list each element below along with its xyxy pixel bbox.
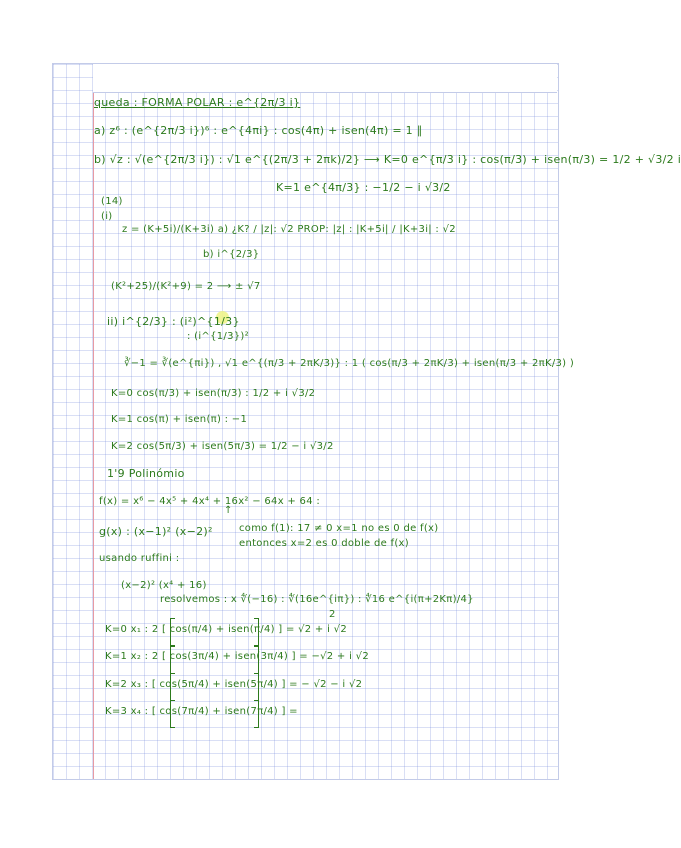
line-factorization: (x−2)² (x⁴ + 16) xyxy=(121,580,207,591)
line-cube-root: ∛−1 = ∛(e^{πi}) , √1 e^{(π/3 + 2πK/3)} : 1 ( cos(π/3 + 2πK/3) + isen(π/3 + 2πK/3) ) xyxy=(124,358,575,369)
line-root-k2: K=2 cos(5π/3) + isen(5π/3) = 1/2 − i √3/2 xyxy=(111,441,334,452)
line-denominator: 2 xyxy=(329,609,336,620)
line-item-ii: ii) i^{2/3} : (i²)^{1/3} xyxy=(107,315,240,328)
line-f-definition: f(x) = x⁶ − 4x⁵ + 4x⁴ + 16x² − 64x + 64 : xyxy=(99,496,321,507)
header-box xyxy=(93,64,557,93)
line-part-a: a) z⁶ : (e^{2π/3 i})⁶ : e^{4πi} : cos(4π) + isen(4π) = 1 ∥ xyxy=(94,124,423,137)
line-solve: resolvemos : x ∜(−16) : ∜(16e^{iπ}) : ∜16 e^{i(π+2Kπ)/4} xyxy=(160,594,474,605)
line-exercise-number: (14) xyxy=(101,196,123,207)
line-root-x1: K=0 x₁ : 2 [ cos(π/4) + isen(π/4) ] = √2 + i √2 xyxy=(105,624,347,635)
line-root-x4: K=3 x₄ : [ cos(7π/4) + isen(7π/4) ] = xyxy=(105,706,298,717)
line-polar-form: queda : FORMA POLAR : e^{2π/3 i} xyxy=(94,96,301,109)
line-item-i: (i) xyxy=(101,211,113,222)
line-k-equation: (K²+25)/(K²+9) = 2 ⟶ ± √7 xyxy=(111,281,261,292)
up-arrow-icon: ↑ xyxy=(224,505,233,516)
line-item-ii-cont: : (i^{1/3})² xyxy=(187,331,249,342)
line-double-root: entonces x=2 es 0 doble de f(x) xyxy=(239,538,409,549)
line-root-x3: K=2 x₃ : [ cos(5π/4) + isen(5π/4) ] = − √2 − i √2 xyxy=(105,679,363,690)
line-g-definition: g(x) : (x−1)² (x−2)² xyxy=(99,525,213,538)
line-root-x2: K=1 x₂ : 2 [ cos(3π/4) + isen(3π/4) ] = −√2 + i √2 xyxy=(105,651,369,662)
line-f1-check: como f(1): 17 ≠ 0 x=1 no es 0 de f(x) xyxy=(239,523,439,534)
line-ruffini: usando ruffini : xyxy=(99,553,180,564)
line-k1-root: K=1 e^{4π/3} : −1/2 − i √3/2 xyxy=(276,181,451,194)
line-part-b-power: b) i^{2/3} xyxy=(203,249,260,260)
line-polynomial-heading: 1'9 Polinómio xyxy=(107,467,185,480)
line-part-b: b) √z : √(e^{2π/3 i}) : √1 e^{(2π/3 + 2πk)/2} ⟶ K=0 e^{π/3 i} : cos(π/3) + isen(π/3) = 1/2 + √3/2 i xyxy=(94,153,681,166)
line-root-k1: K=1 cos(π) + isen(π) : −1 xyxy=(111,414,248,425)
margin-line xyxy=(93,64,94,779)
line-z-definition: z = (K+5i)/(K+3i) a) ¿K? / |z|: √2 PROP: |z| : |K+5i| / |K+3i| : √2 xyxy=(122,224,456,235)
line-root-k0: K=0 cos(π/3) + isen(π/3) : 1/2 + i √3/2 xyxy=(111,388,316,399)
